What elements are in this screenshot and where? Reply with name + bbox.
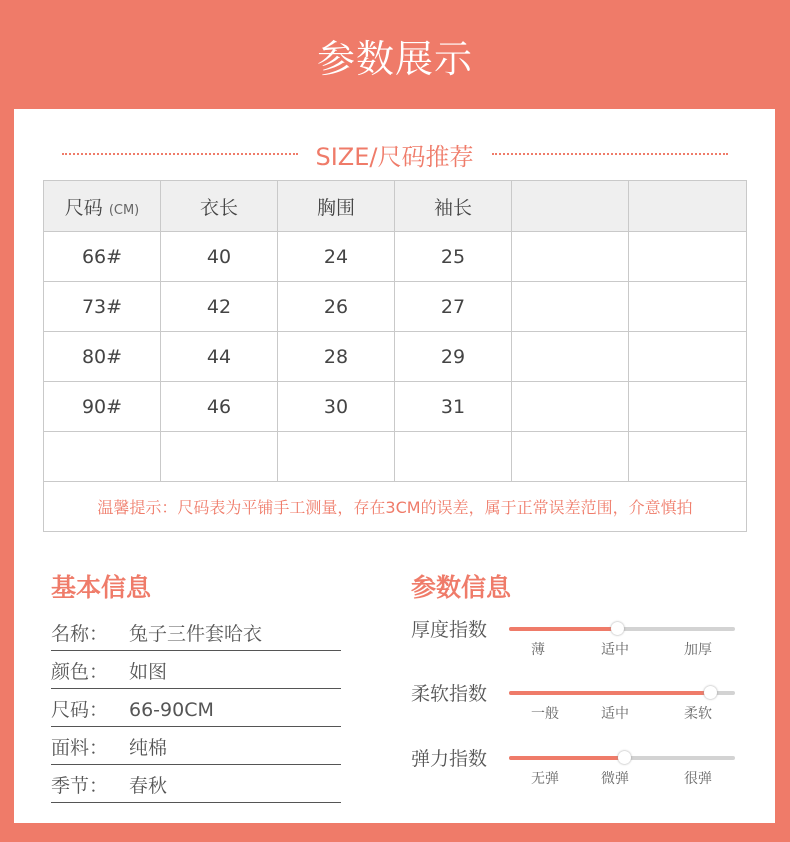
info-key: 尺码：	[51, 699, 109, 721]
table-cell	[512, 432, 629, 482]
table-cell: 28	[278, 332, 395, 382]
table-row	[44, 232, 747, 282]
slider-tick-label: 无弹	[531, 771, 559, 787]
table-cell	[512, 382, 629, 432]
param-name: 弹力指数	[411, 748, 488, 770]
slider-knob	[618, 751, 631, 764]
slider-knob	[704, 686, 717, 699]
size-section-title: SIZE/尺码推荐	[315, 143, 474, 171]
table-cell: 42	[161, 282, 278, 332]
slider-tick-label: 微弹	[601, 771, 629, 787]
column-header: 胸围	[278, 181, 395, 232]
table-cell: 66#	[44, 232, 161, 282]
table-cell	[44, 432, 161, 482]
slider-tick-label: 适中	[601, 706, 629, 722]
param-name: 厚度指数	[411, 619, 488, 641]
table-note-row	[44, 482, 747, 532]
slider-fill	[509, 627, 617, 631]
size-note: 温馨提示：尺码表为平铺手工测量，存在3CM的误差，属于正常误差范围，介意慎拍	[44, 482, 747, 532]
table-cell: 44	[161, 332, 278, 382]
table-cell: 40	[161, 232, 278, 282]
size-table	[43, 180, 747, 532]
page-title: 参数展示	[316, 37, 473, 81]
info-row	[51, 766, 341, 803]
info-key: 面料：	[51, 737, 109, 759]
table-row	[44, 332, 747, 382]
table-cell	[629, 432, 747, 482]
table-cell: 80#	[44, 332, 161, 382]
table-cell	[161, 432, 278, 482]
table-cell	[629, 232, 747, 282]
column-header	[629, 181, 747, 232]
table-cell	[629, 332, 747, 382]
table-cell	[395, 432, 512, 482]
table-row	[44, 282, 747, 332]
table-cell	[629, 282, 747, 332]
slider-fill	[509, 691, 710, 695]
table-cell: 29	[395, 332, 512, 382]
info-value: 春秋	[129, 775, 168, 797]
param-info	[411, 568, 741, 787]
size-section-header	[14, 137, 775, 173]
column-header	[512, 181, 629, 232]
info-row	[51, 652, 341, 689]
slider-track	[509, 691, 735, 695]
info-row	[51, 614, 341, 651]
slider-fill	[509, 756, 624, 760]
divider-right	[492, 153, 728, 155]
table-header-row	[44, 181, 747, 232]
table-cell: 90#	[44, 382, 161, 432]
slider-tick-label: 柔软	[684, 706, 712, 722]
info-key: 名称：	[51, 623, 109, 645]
table-cell	[629, 382, 747, 432]
slider-track	[509, 627, 735, 631]
table-cell	[512, 232, 629, 282]
table-cell: 73#	[44, 282, 161, 332]
table-row	[44, 432, 747, 482]
param-slider	[411, 679, 741, 729]
info-value: 如图	[129, 661, 168, 683]
param-info-title: 参数信息	[411, 573, 512, 602]
table-cell	[512, 332, 629, 382]
slider-tick-label: 很弹	[684, 771, 712, 787]
table-cell: 27	[395, 282, 512, 332]
column-header: 尺码 (CM)	[44, 181, 161, 232]
column-header: 衣长	[161, 181, 278, 232]
basic-info	[51, 568, 341, 804]
column-header: 袖长	[395, 181, 512, 232]
param-name: 柔软指数	[411, 683, 488, 705]
table-cell: 46	[161, 382, 278, 432]
table-cell: 24	[278, 232, 395, 282]
param-slider	[411, 744, 741, 794]
info-value: 兔子三件套哈衣	[129, 623, 263, 645]
info-row	[51, 690, 341, 727]
info-key: 季节：	[51, 775, 109, 797]
table-cell	[278, 432, 395, 482]
table-cell: 26	[278, 282, 395, 332]
slider-track	[509, 756, 735, 760]
info-key: 颜色：	[51, 661, 109, 683]
table-row	[44, 382, 747, 432]
slider-knob	[611, 622, 624, 635]
content-card	[14, 109, 775, 823]
info-value: 66-90CM	[129, 699, 214, 721]
basic-info-title: 基本信息	[51, 573, 152, 602]
table-cell: 25	[395, 232, 512, 282]
param-slider	[411, 615, 741, 665]
slider-tick-label: 一般	[531, 706, 559, 722]
info-row	[51, 728, 341, 765]
slider-tick-label: 加厚	[684, 642, 712, 658]
slider-tick-label: 薄	[531, 642, 545, 658]
table-cell: 30	[278, 382, 395, 432]
table-cell: 31	[395, 382, 512, 432]
slider-tick-label: 适中	[601, 642, 629, 658]
table-cell	[512, 282, 629, 332]
info-value: 纯棉	[129, 737, 168, 759]
